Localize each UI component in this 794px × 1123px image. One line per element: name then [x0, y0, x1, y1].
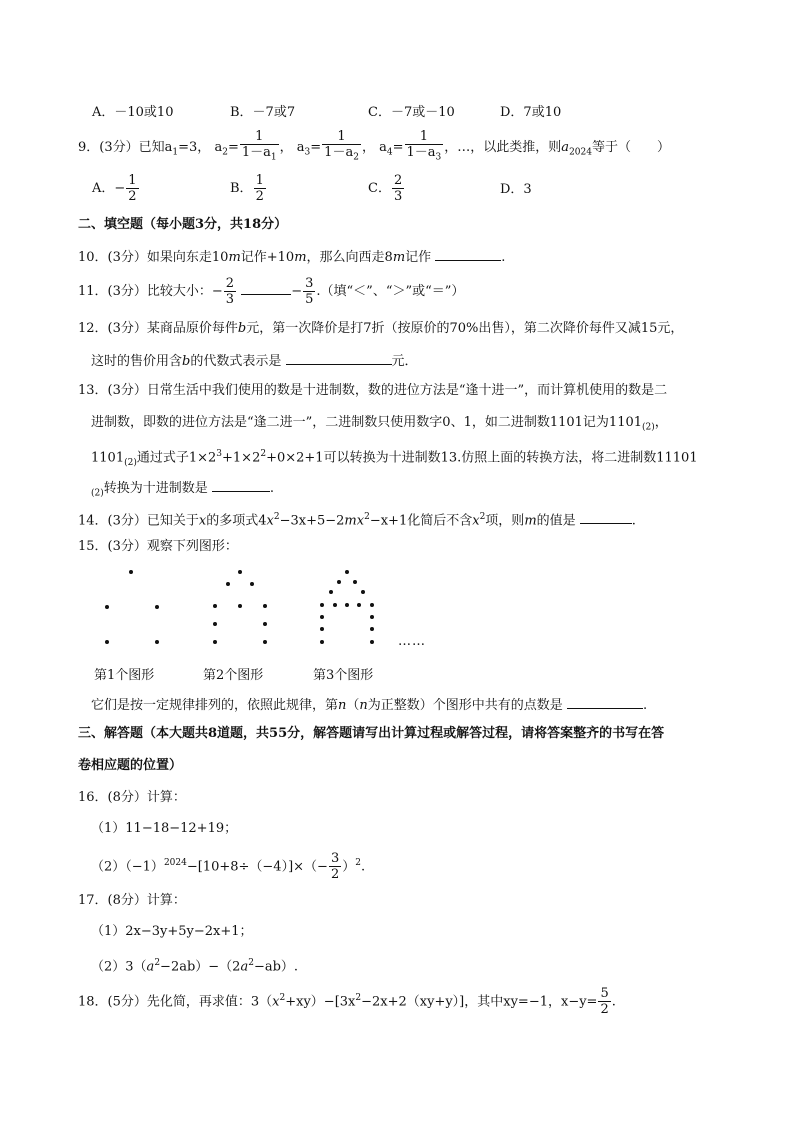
figure-dot [337, 580, 341, 584]
question-17-part-2: $(2)3(a^2-2ab)-(2a^2-ab)$. [91, 958, 299, 975]
q8-option-a: A．－10或10 [92, 105, 174, 120]
question-9: 9．(3分）已知$a_1=3$， $a_2=$ $\frac{1}{1-a_1}$ ， $a_3=$ $\frac{1}{1-a_2}$ ， $a_4=$ $\frac{1}{1-a_3}$ ，…，以此类推，则$a_{2024}$等于（ ） [78, 129, 670, 163]
figure-dot [357, 603, 361, 607]
q14-answer-blank[interactable] [580, 509, 632, 524]
figure-dot [105, 640, 109, 644]
q10-answer-blank[interactable] [435, 246, 501, 261]
question-18: 18．(5分）先化简，再求值：$3(x^2+xy)-[3x^2-2x+2(xy+y)]$，其中xy=−1，x−y= $\frac{5}{2}$ . [78, 986, 616, 1018]
figure-1-caption: 第1个图形 [94, 668, 155, 683]
question-10: 10．(3分）如果向东走10m记作+10m，那么向西走8m记作 . [78, 246, 505, 268]
q11-answer-blank[interactable] [241, 280, 291, 295]
figure-dot [155, 605, 159, 609]
question-14: 14．(3分）已知关于x的多项式$4x^2-3x+5-2mx^2-x+1$化简后不含$x^2$项，则m的值是 . [78, 507, 636, 531]
question-12-line-2: 这时的售价用含b的代数式表示是 元． [91, 350, 418, 372]
figure-dot [263, 622, 267, 626]
figure-dot [320, 640, 324, 644]
q12-answer-blank[interactable] [286, 350, 392, 365]
question-13-line-1: 13．(3分）日常生活中我们使用的数是十进制数，数的进位方法是“逢十进一”，而计算机使用的数是二 [78, 383, 668, 398]
question-12-line-1: 12．(3分）某商品原价每件b元，第一次降价是打7折（按原价的70%出售），第二次降价每件又减15元， [78, 321, 684, 336]
figure-dot [370, 640, 374, 644]
figure-dot [353, 580, 357, 584]
figure-dot [129, 570, 133, 574]
q9-option-a: A．− $\frac{1}{2}$ [92, 173, 137, 204]
figure-dot [213, 622, 217, 626]
figure-dot [370, 627, 374, 631]
figure-dot [333, 603, 337, 607]
q15-answer-blank[interactable] [567, 694, 643, 709]
section-2-heading: 二、填空题（每小题3分，共18分） [78, 217, 288, 232]
figure-dot [361, 590, 365, 594]
question-13-line-2: 进制数，即数的进位方法是“逢二进一”，二进制数只使用数字0、1，如二进制数1101记为$1101_{(2)}$， [91, 415, 668, 433]
figure-dot [238, 570, 242, 574]
figure-dot [263, 640, 267, 644]
figure-dot [345, 570, 349, 574]
question-15-title: 15．(3分）观察下列图形： [78, 539, 238, 554]
q13-answer-blank[interactable] [212, 477, 270, 492]
figure-dot [250, 582, 254, 586]
section-3-heading-line-2: 卷相应题的位置） [78, 758, 183, 773]
question-16-part-2: $(2)(-1)^{2024}-[10+8\div(-4)]\times(-$ $\frac{3}{2}$ ）$^2$. [91, 851, 366, 883]
figure-dot [213, 604, 217, 608]
figure-dot [263, 604, 267, 608]
q9-option-c: C． $\frac{2}{3}$ [368, 173, 403, 204]
q9-option-b: B． $\frac{1}{2}$ [230, 173, 264, 204]
figure-dot [155, 640, 159, 644]
figure-dot [370, 615, 374, 619]
figure-dot [320, 603, 324, 607]
question-17-part-1: （1）2x−3y+5y−2x+1； [91, 924, 253, 939]
figure-dot [320, 615, 324, 619]
figure-ellipsis: …… [398, 634, 426, 649]
figure-dot [213, 640, 217, 644]
q8-option-c: C．－7或－10 [368, 105, 455, 120]
section-3-heading-line-1: 三、解答题（本大题共8道题，共55分，解答题请写出计算过程或解答过程，请将答案整齐的书写在答 [78, 726, 665, 741]
figure-dot [329, 590, 333, 594]
figure-3-caption: 第3个图形 [313, 668, 374, 683]
q9-option-d: D．3 [500, 182, 532, 197]
question-16-title: 16．(8分）计算： [78, 790, 186, 805]
figure-dot [238, 604, 242, 608]
figure-dot [105, 605, 109, 609]
q8-option-b: B．－7或7 [230, 105, 296, 120]
q8-option-d: D．7或10 [500, 105, 562, 120]
figure-2-caption: 第2个图形 [203, 668, 264, 683]
figure-dot [370, 603, 374, 607]
figure-dot [226, 582, 230, 586]
figure-dot [320, 627, 324, 631]
question-17-title: 17．(8分）计算： [78, 893, 186, 908]
question-13-line-3: $1101_{(2)}$通过式子$1\times 2^3+1\times 2^2+0\times 2+1$可以转换为十进制数13.仿照上面的转换方法，将二进制数11101 [91, 449, 698, 468]
question-13-line-4: $_{(2)}$转换为十进制数是 . [91, 477, 274, 504]
question-16-part-1: （1）11−18−12+19； [91, 821, 238, 836]
figure-dot [345, 603, 349, 607]
question-11: 11．(3分）比较大小：− $\frac{2}{3}$ − $\frac{3}{5}$ .（填“＜”、“＞”或“＝”） [78, 276, 465, 307]
question-15-question: 它们是按一定规律排列的，依照此规律，第n（n为正整数）个图形中共有的点数是 . [91, 694, 647, 716]
